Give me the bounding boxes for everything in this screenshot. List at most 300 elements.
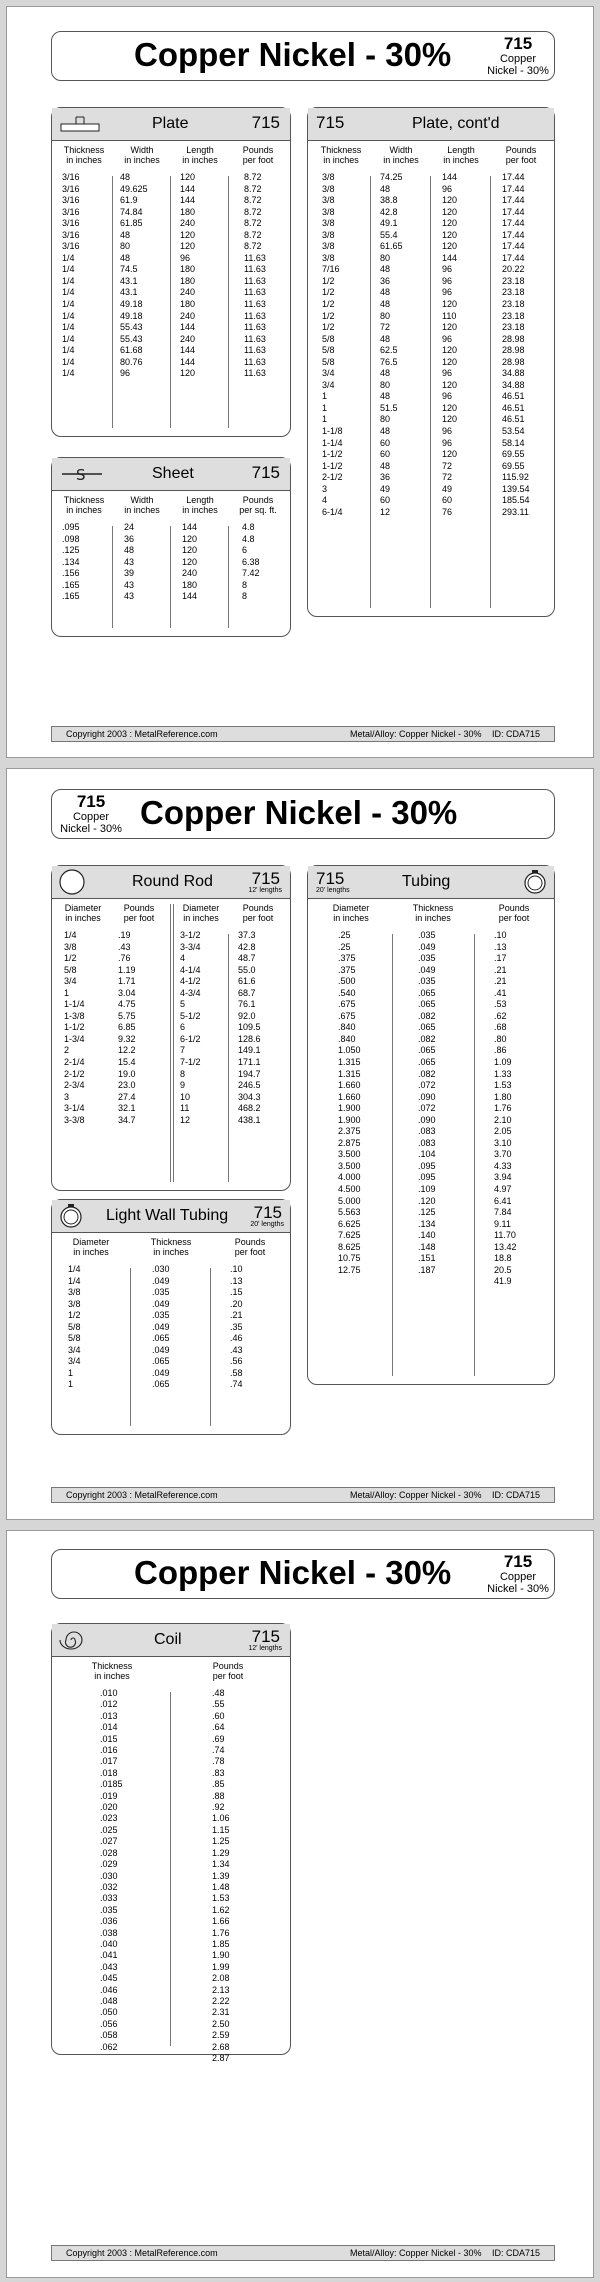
table-cell: .43 xyxy=(230,1344,243,1355)
table-cell: .040 xyxy=(100,1938,118,1949)
table-cell: 96 xyxy=(442,391,453,402)
page-footer xyxy=(51,1487,555,1503)
table-cell: 48 xyxy=(380,460,391,471)
tubing-lengths: 20' lengths xyxy=(316,887,350,894)
page-header xyxy=(51,789,555,839)
table-cell: 11.63 xyxy=(244,333,266,344)
table-cell: .21 xyxy=(494,976,507,987)
table-cell: 61.68 xyxy=(120,345,143,356)
table-cell: 8.72 xyxy=(244,241,262,252)
table-cell: .83 xyxy=(212,1767,225,1778)
round-rod-columns xyxy=(52,904,290,1190)
col-header: Thickness in inches xyxy=(320,145,362,165)
tubing-header xyxy=(308,866,554,899)
table-cell: .88 xyxy=(212,1790,225,1801)
table-cell: 3/16 xyxy=(62,206,80,217)
round-rod-lengths: 12' lengths xyxy=(248,887,282,894)
plate-icon xyxy=(60,115,100,133)
table-cell: .43 xyxy=(118,941,131,952)
table-cell: 1/4 xyxy=(62,252,75,263)
col-header: Thickness in inches xyxy=(63,145,105,165)
table-cell: .012 xyxy=(100,1699,118,1710)
table-cell: 43.1 xyxy=(120,287,138,298)
table-cell: 120 xyxy=(442,322,458,333)
table-cell: 1 xyxy=(322,414,328,425)
plate-contd-table xyxy=(307,107,555,617)
table-cell: .46 xyxy=(230,1333,243,1344)
table-cell: 4.75 xyxy=(118,999,136,1010)
table-cell: 3/8 xyxy=(322,241,335,252)
table-cell: 1/2 xyxy=(64,953,77,964)
table-cell: 5/8 xyxy=(68,1333,81,1344)
divider xyxy=(170,1692,171,2046)
table-cell: 53.54 xyxy=(502,426,525,437)
table-cell: 171.1 xyxy=(238,1057,261,1068)
table-cell: .065 xyxy=(152,1379,170,1390)
table-cell: 5/8 xyxy=(322,356,335,367)
col-header: Thickness in inches xyxy=(150,1237,192,1257)
table-cell: 1.19 xyxy=(118,964,136,975)
table-cell: .030 xyxy=(100,1870,118,1881)
tubing-code: 715 xyxy=(316,869,345,888)
table-cell: 80 xyxy=(120,241,131,252)
table-cell: 19.0 xyxy=(118,1068,136,1079)
table-cell: 34.88 xyxy=(502,368,525,379)
table-cell: 293.11 xyxy=(502,506,529,517)
col-values xyxy=(214,1264,286,1391)
table-cell: 5-1/2 xyxy=(180,1010,201,1021)
table-cell: .10 xyxy=(230,1264,243,1274)
table-cell: 128.6 xyxy=(238,1033,261,1044)
table-cell: 96 xyxy=(442,183,453,194)
col-values xyxy=(312,172,370,518)
table-cell: 17.44 xyxy=(502,195,525,206)
table-cell: 3/8 xyxy=(322,195,335,206)
table-cell: .013 xyxy=(100,1710,118,1721)
page-footer xyxy=(51,726,555,742)
table-cell: 3/8 xyxy=(322,252,335,263)
alloy-id-text: ID: CDA715 xyxy=(492,2248,541,2258)
table-cell: 144 xyxy=(182,522,198,532)
round-rod-code: 715 xyxy=(251,869,280,888)
table-cell: 9.32 xyxy=(118,1033,136,1044)
table-cell: 120 xyxy=(180,172,196,182)
table-cell: 60 xyxy=(380,437,391,448)
table-cell: 43.1 xyxy=(120,275,138,286)
table-cell: .500 xyxy=(338,976,356,987)
table-cell: 11.63 xyxy=(244,310,266,321)
table-cell: 76.1 xyxy=(238,999,256,1010)
table-cell: 1.85 xyxy=(212,1938,230,1949)
col-header: Pounds per foot xyxy=(123,903,155,923)
table-cell: 1/2 xyxy=(322,299,335,310)
table-cell: 11.63 xyxy=(244,252,266,263)
col-header: Length in inches xyxy=(443,145,479,165)
table-cell: 23.18 xyxy=(502,287,525,298)
col-values xyxy=(230,172,286,380)
table-cell: .090 xyxy=(418,1091,436,1102)
table-cell: 149.1 xyxy=(238,1045,261,1056)
table-cell: 5.563 xyxy=(338,1207,361,1218)
table-cell: 17.44 xyxy=(502,218,525,229)
table-cell: .049 xyxy=(418,941,436,952)
table-cell: .045 xyxy=(100,1973,118,1984)
table-cell: .56 xyxy=(230,1356,243,1367)
round-rod-table xyxy=(51,865,291,1191)
table-cell: .072 xyxy=(418,1080,436,1091)
table-cell: 180 xyxy=(180,275,196,286)
table-cell: 7/16 xyxy=(322,264,340,275)
table-cell: 23.18 xyxy=(502,299,525,310)
table-cell: 3/4 xyxy=(68,1344,81,1355)
table-cell: .85 xyxy=(212,1779,225,1790)
table-cell: 6 xyxy=(180,1022,186,1033)
col-values xyxy=(172,172,228,380)
table-cell: 109.5 xyxy=(238,1022,261,1033)
table-cell: 1/2 xyxy=(322,310,335,321)
table-cell: 8.72 xyxy=(244,172,262,182)
table-cell: 36 xyxy=(124,533,135,544)
table-cell: 120 xyxy=(442,402,458,413)
table-cell: .134 xyxy=(418,1218,436,1229)
col-values xyxy=(476,930,552,1288)
col-header: Pounds per foot xyxy=(505,145,537,165)
round-rod-icon xyxy=(58,868,86,896)
table-cell: .0185 xyxy=(100,1779,123,1790)
col-values xyxy=(174,930,228,1126)
table-cell: 58.14 xyxy=(502,437,525,448)
table-cell: 8.72 xyxy=(244,218,262,229)
table-cell: 60 xyxy=(380,449,391,460)
table-cell: 96 xyxy=(442,287,453,298)
table-cell: 41.9 xyxy=(494,1276,512,1287)
table-cell: 2.08 xyxy=(212,1973,230,1984)
coil-title: Coil xyxy=(154,1631,182,1648)
table-cell: 12 xyxy=(380,506,391,517)
table-cell: 48 xyxy=(380,426,391,437)
table-cell: 3-1/4 xyxy=(64,1103,85,1114)
table-cell: 1.06 xyxy=(212,1813,230,1824)
table-cell: .13 xyxy=(494,941,507,952)
table-cell: 9.11 xyxy=(494,1218,511,1229)
table-cell: 8.72 xyxy=(244,206,262,217)
table-cell: 1-1/4 xyxy=(322,437,343,448)
table-cell: 61.6 xyxy=(238,976,256,987)
table-cell: 8 xyxy=(242,579,248,590)
table-cell: 55.43 xyxy=(120,322,143,333)
table-cell: 3.10 xyxy=(494,1137,512,1148)
copyright-text: Copyright 2003 : MetalReference.com xyxy=(66,2248,218,2258)
table-cell: 1.62 xyxy=(212,1904,230,1915)
col-values xyxy=(134,1264,208,1391)
table-cell: .017 xyxy=(100,1756,118,1767)
metal-alloy-text: Metal/Alloy: Copper Nickel - 30% xyxy=(350,1490,482,1500)
table-cell: 139.54 xyxy=(502,483,530,494)
col-header: Thickness in inches xyxy=(412,903,454,923)
table-cell: .014 xyxy=(100,1722,118,1733)
table-cell: 120 xyxy=(180,368,196,379)
table-cell: .049 xyxy=(152,1275,170,1286)
divider xyxy=(130,1268,131,1426)
table-cell: .050 xyxy=(100,2007,118,2018)
table-cell: .035 xyxy=(152,1287,170,1298)
table-cell: .20 xyxy=(230,1298,243,1309)
page-title: Copper Nickel - 30% xyxy=(134,36,452,73)
table-cell: 2-1/4 xyxy=(64,1057,85,1068)
table-cell: 11 xyxy=(180,1103,190,1114)
table-cell: 2.375 xyxy=(338,1126,361,1137)
table-cell: .023 xyxy=(100,1813,118,1824)
table-cell: .065 xyxy=(418,1057,436,1068)
table-cell: 180 xyxy=(180,264,196,275)
col-values xyxy=(56,1688,168,2053)
table-cell: 51.5 xyxy=(380,402,398,413)
table-cell: 1.25 xyxy=(212,1836,230,1847)
coil-table xyxy=(51,1623,291,2063)
table-cell: .083 xyxy=(418,1126,436,1137)
plate-header xyxy=(52,108,290,141)
coil-lengths: 12' lengths xyxy=(248,1645,282,1652)
alloy-badge xyxy=(56,793,126,835)
table-cell: .148 xyxy=(418,1241,436,1252)
table-cell: .78 xyxy=(212,1756,225,1767)
svg-text:S: S xyxy=(76,466,86,484)
table-cell: 3/4 xyxy=(322,368,335,379)
table-cell: 120 xyxy=(442,229,458,240)
table-cell: 194.7 xyxy=(238,1068,261,1079)
table-cell: 1.660 xyxy=(338,1091,361,1102)
divider xyxy=(173,904,174,1182)
table-cell: .065 xyxy=(418,999,436,1010)
table-cell: 5/8 xyxy=(64,964,77,975)
table-cell: 1.66 xyxy=(212,1916,230,1927)
table-cell: 11.63 xyxy=(244,345,266,356)
table-cell: .010 xyxy=(100,1688,118,1698)
table-cell: 6.625 xyxy=(338,1218,361,1229)
table-cell: 3.500 xyxy=(338,1149,361,1160)
table-cell: .17 xyxy=(494,953,507,964)
table-cell: 11.63 xyxy=(244,275,266,286)
table-cell: 76.5 xyxy=(380,356,398,367)
table-cell: 1.53 xyxy=(494,1080,512,1091)
table-cell: 7-1/2 xyxy=(180,1057,201,1068)
table-cell: 6.85 xyxy=(118,1022,136,1033)
table-cell: .090 xyxy=(418,1114,436,1125)
light-wall-tubing-code: 715 xyxy=(253,1203,282,1222)
page-2 xyxy=(6,768,594,1520)
table-cell: 61.85 xyxy=(120,218,143,229)
table-cell: 6 xyxy=(242,545,248,556)
table-cell: 72 xyxy=(442,472,453,483)
table-cell: .74 xyxy=(230,1379,243,1390)
table-cell: 8.625 xyxy=(338,1241,361,1252)
alloy-number: 715 xyxy=(503,1552,533,1571)
table-cell: 4.000 xyxy=(338,1172,361,1183)
table-cell: 3-1/2 xyxy=(180,930,201,940)
table-cell: .020 xyxy=(100,1802,118,1813)
table-cell: .80 xyxy=(494,1033,507,1044)
table-cell: 2.10 xyxy=(494,1114,512,1125)
table-cell: 17.44 xyxy=(502,172,525,182)
table-cell: 180 xyxy=(180,299,196,310)
sheet-icon xyxy=(60,465,104,483)
table-cell: 96 xyxy=(442,368,453,379)
alloy-number: 715 xyxy=(503,34,533,53)
table-cell: 120 xyxy=(182,533,198,544)
table-cell: .035 xyxy=(418,930,436,940)
table-cell: 48 xyxy=(124,545,135,556)
table-cell: 48 xyxy=(120,252,131,263)
table-cell: 4.500 xyxy=(338,1184,361,1195)
col-values xyxy=(372,172,430,518)
table-cell: .058 xyxy=(100,2030,118,2041)
table-cell: 12.2 xyxy=(118,1045,136,1056)
table-cell: 1/2 xyxy=(322,322,335,333)
table-cell: .156 xyxy=(62,568,80,579)
table-cell: 80.76 xyxy=(120,356,143,367)
table-cell: 96 xyxy=(442,333,453,344)
table-cell: .027 xyxy=(100,1836,118,1847)
table-cell: .60 xyxy=(212,1710,225,1721)
sheet-columns xyxy=(52,496,290,636)
table-cell: 6-1/2 xyxy=(180,1033,201,1044)
table-cell: .033 xyxy=(100,1893,118,1904)
table-cell: 120 xyxy=(180,229,196,240)
col-values xyxy=(230,522,286,603)
table-cell: 74.84 xyxy=(120,206,143,217)
copyright-text: Copyright 2003 : MetalReference.com xyxy=(66,729,218,739)
table-cell: 96 xyxy=(442,426,453,437)
table-cell: 1.900 xyxy=(338,1103,361,1114)
col-header: Width in inches xyxy=(124,145,160,165)
table-cell: .035 xyxy=(152,1310,170,1321)
table-cell: .048 xyxy=(100,1995,118,2006)
col-values xyxy=(56,930,110,1126)
table-cell: 120 xyxy=(182,556,198,567)
table-cell: 92.0 xyxy=(238,1010,256,1021)
table-cell: .165 xyxy=(62,591,80,602)
table-cell: .48 xyxy=(212,1688,225,1698)
table-cell: 3/16 xyxy=(62,172,80,182)
plate-title: Plate xyxy=(152,115,189,132)
table-cell: 144 xyxy=(180,183,196,194)
col-header: Width in inches xyxy=(383,145,419,165)
table-cell: 1.53 xyxy=(212,1893,230,1904)
light-wall-tubing-table xyxy=(51,1199,291,1435)
page-title: Copper Nickel - 30% xyxy=(134,1554,452,1591)
table-cell: 68.7 xyxy=(238,987,256,998)
table-cell: .15 xyxy=(230,1287,243,1298)
table-cell: 3/4 xyxy=(68,1356,81,1367)
table-cell: 10.75 xyxy=(338,1253,361,1264)
table-cell: 1.050 xyxy=(338,1045,361,1056)
table-cell: 438.1 xyxy=(238,1114,261,1125)
coil-columns xyxy=(52,1661,290,2063)
table-cell: 1/4 xyxy=(68,1275,81,1286)
table-cell: 1-1/2 xyxy=(322,449,343,460)
table-cell: .55 xyxy=(212,1699,225,1710)
coil-icon xyxy=(58,1627,88,1653)
table-cell: 80 xyxy=(380,252,391,263)
plate-contd-title: Plate, cont'd xyxy=(412,115,500,132)
table-cell: 144 xyxy=(180,356,196,367)
divider xyxy=(228,934,229,1182)
table-cell: 4 xyxy=(322,495,328,506)
table-cell: 49.18 xyxy=(120,310,143,321)
table-cell: 4.33 xyxy=(494,1160,512,1171)
light-wall-tubing-header xyxy=(52,1200,290,1233)
table-cell: 4-3/4 xyxy=(180,987,201,998)
table-cell: .76 xyxy=(118,953,131,964)
table-cell: 120 xyxy=(442,414,458,425)
table-cell: .065 xyxy=(418,1022,436,1033)
table-cell: 74.25 xyxy=(380,172,403,182)
col-header: Thickness in inches xyxy=(63,495,105,515)
divider xyxy=(210,1268,211,1426)
divider xyxy=(170,176,171,428)
table-cell: .41 xyxy=(494,987,507,998)
table-cell: 8.72 xyxy=(244,229,262,240)
table-cell: 1/4 xyxy=(62,345,75,356)
table-cell: 110 xyxy=(442,310,457,321)
table-cell: 17.44 xyxy=(502,206,525,217)
divider xyxy=(430,176,431,608)
alloy-id-text: ID: CDA715 xyxy=(492,1490,541,1500)
divider xyxy=(228,176,229,428)
divider xyxy=(170,526,171,628)
table-cell: .10 xyxy=(494,930,507,940)
table-cell: 4 xyxy=(180,953,186,964)
divider xyxy=(474,934,475,1376)
table-cell: 1-3/4 xyxy=(64,1033,85,1044)
table-cell: .92 xyxy=(212,1802,225,1813)
table-cell: 48 xyxy=(120,229,131,240)
table-cell: 37.3 xyxy=(238,930,256,940)
table-cell: 49.1 xyxy=(380,218,398,229)
alloy-name-line1: Copper xyxy=(72,811,110,823)
table-cell: .62 xyxy=(494,1010,507,1021)
tubing-table xyxy=(307,865,555,1385)
light-wall-tubing-lengths: 20' lengths xyxy=(250,1221,284,1228)
table-cell: 96 xyxy=(442,264,453,275)
table-cell: 2.59 xyxy=(212,2030,230,2041)
table-cell: .675 xyxy=(338,1010,356,1021)
table-cell: 28.98 xyxy=(502,356,525,367)
table-cell: 80 xyxy=(380,379,391,390)
table-cell: 1/4 xyxy=(62,287,75,298)
table-cell: 120 xyxy=(180,241,196,252)
table-cell: .065 xyxy=(418,1045,436,1056)
table-cell: 1 xyxy=(322,402,328,413)
table-cell: 5.75 xyxy=(118,1010,136,1021)
table-cell: .041 xyxy=(100,1950,118,1961)
col-values xyxy=(432,172,490,518)
table-cell: 3/8 xyxy=(322,218,335,229)
table-cell: .125 xyxy=(62,545,80,556)
sheet-code: 715 xyxy=(251,463,280,482)
table-cell: 49 xyxy=(442,483,453,494)
table-cell: .032 xyxy=(100,1881,118,1892)
table-cell: 1.39 xyxy=(212,1870,230,1881)
table-cell: 3/8 xyxy=(68,1287,81,1298)
tubing-icon xyxy=(522,869,548,895)
table-cell: 144 xyxy=(180,322,196,333)
table-cell: .098 xyxy=(62,533,80,544)
table-cell: .030 xyxy=(152,1264,170,1274)
table-cell: 1/4 xyxy=(62,356,75,367)
table-cell: 240 xyxy=(180,218,196,229)
round-rod-title: Round Rod xyxy=(132,873,213,890)
